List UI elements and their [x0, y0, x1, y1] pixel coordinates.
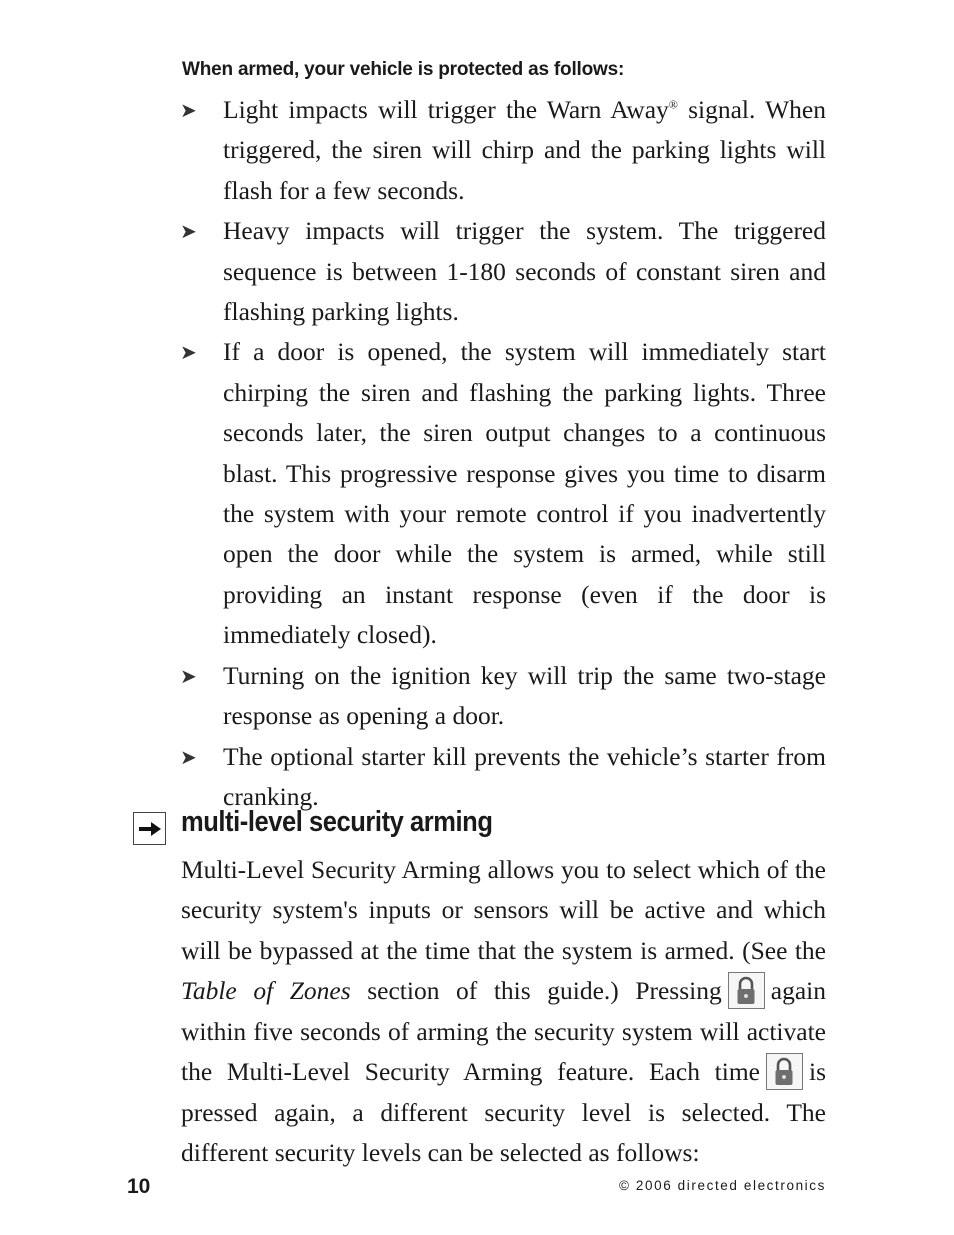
list-item — [180, 332, 826, 655]
body-text-3: again within five seconds of arming the security system will activate the Multi-Level Security Arming feature. Each time — [181, 976, 826, 1087]
arrowhead-bullet-icon: ➤ — [180, 663, 197, 688]
registered-mark: ® — [668, 97, 678, 112]
bullet-text: Turning on the ignition key will trip the same two-stage response as opening a door. — [223, 660, 826, 731]
body-text-4: is pressed again, a different security level is selected. The different security levels can be selected as follows: — [181, 1057, 826, 1168]
arrowhead-bullet-icon: ➤ — [180, 219, 197, 244]
bullet-text-before: Light impacts will trigger the Warn Away — [223, 95, 669, 124]
bullet-text: The optional starter kill prevents the vehicle’s starter from cranking. — [223, 741, 826, 811]
page-number: 10 — [127, 1175, 151, 1198]
protection-list — [180, 90, 826, 817]
bullet-text-after: signal. When triggered, the siren will chirp and the parking lights will flash for a few seconds. — [223, 95, 826, 205]
list-item — [180, 211, 826, 332]
section-heading: multi-level security arming — [181, 806, 493, 838]
lock-icon — [728, 972, 765, 1009]
copyright-footer: © 2006 directed electronics — [619, 1178, 826, 1193]
arrowhead-bullet-icon: ➤ — [180, 98, 197, 122]
list-item — [180, 656, 826, 737]
right-arrow-icon — [133, 812, 166, 845]
body-text-2: section of this guide.) Pressing — [350, 976, 722, 1006]
section-body — [181, 850, 826, 1174]
arrowhead-bullet-icon: ➤ — [180, 340, 197, 365]
intro-heading: When armed, your vehicle is protected as follows: — [182, 59, 625, 80]
lock-icon — [766, 1053, 803, 1090]
bullet-text: Heavy impacts will trigger the system. The triggered sequence is between 1-180 seconds of constant siren and flashing parking lights. — [223, 216, 826, 327]
arrowhead-bullet-icon: ➤ — [180, 744, 197, 769]
body-text-1: Multi-Level Security Arming allows you to select which of the security system's inputs or sensors will be active and which will be bypassed at the time that the system is armed. (See the — [181, 855, 826, 965]
table-of-zones-ref: Table of Zones — [181, 976, 351, 1006]
list-item — [180, 90, 826, 211]
bullet-text: If a door is opened, the system will immediately start chirping the siren and flashing the parking lights. Three seconds later, the siren output changes to a continuous blast. This progressive response gives you time to disarm the system with your remote control if you inadvertently open the door while the system is armed, while still providing an instant response (even if the door is immediately closed). — [223, 337, 826, 650]
